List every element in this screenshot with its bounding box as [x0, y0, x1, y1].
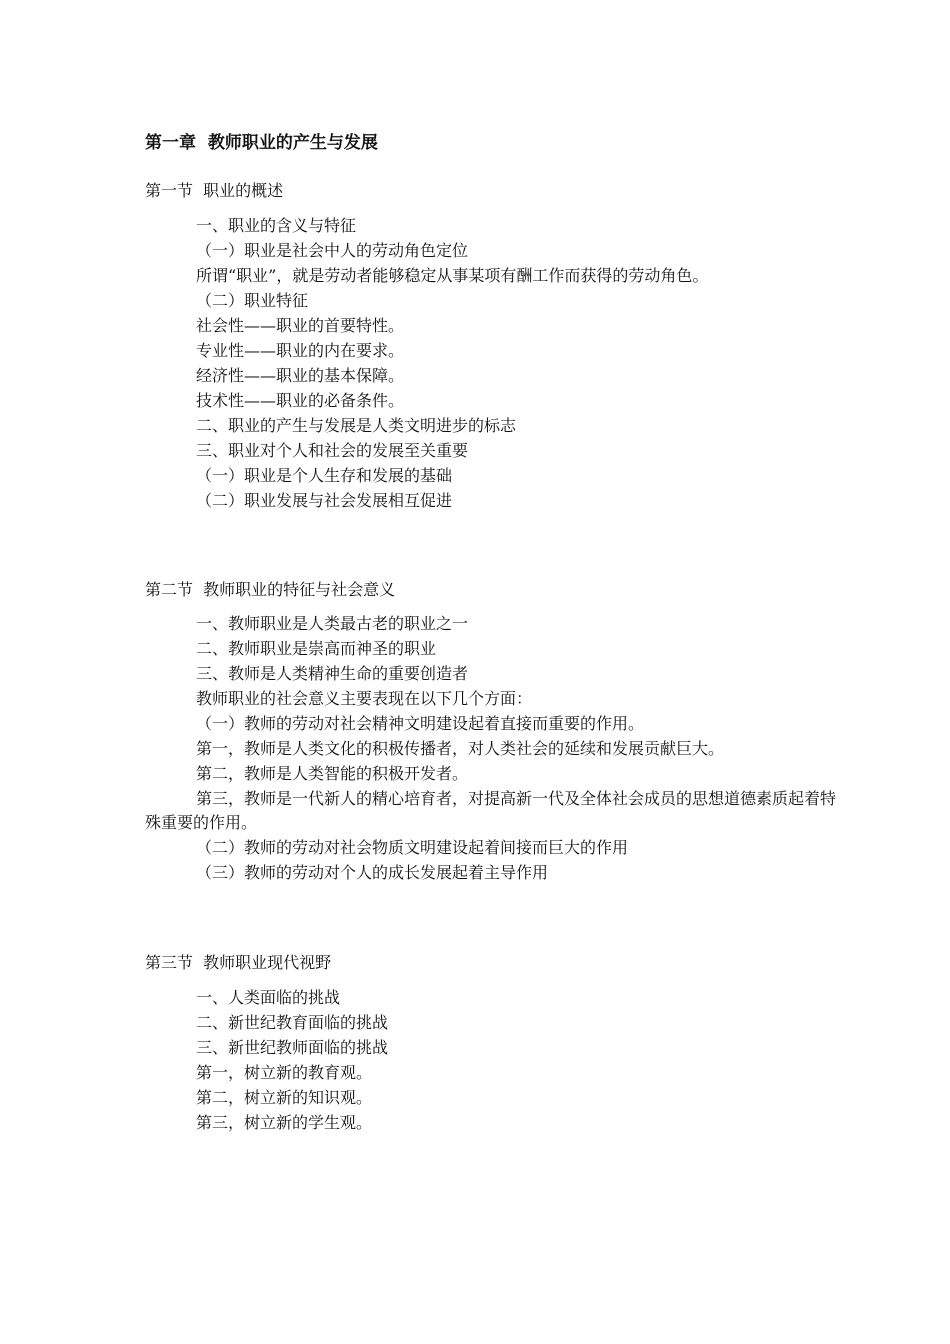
text-line: （二）职业特征 [196, 291, 309, 310]
text-line: 技术性——职业的必备条件。 [196, 391, 405, 410]
text-line: 第一，教师是人类文化的积极传播者，对人类社会的延续和发展贡献巨大。 [196, 739, 725, 758]
text-line: 一、教师职业是人类最古老的职业之一 [196, 614, 469, 633]
section-title: 第三节 教师职业现代视野 [145, 953, 332, 972]
chapter-title: 第一章 教师职业的产生与发展 [145, 133, 378, 153]
section-title: 第一节 职业的概述 [145, 181, 284, 200]
text-line: 三、职业对个人和社会的发展至关重要 [196, 441, 469, 460]
text-line: 三、新世纪教师面临的挑战 [196, 1038, 389, 1057]
text-line: 二、职业的产生与发展是人类文明进步的标志 [196, 416, 517, 435]
text-line: 第一，树立新的教育观。 [196, 1063, 373, 1082]
text-line: （二）职业发展与社会发展相互促进 [196, 491, 453, 510]
text-line: 二、新世纪教育面临的挑战 [196, 1013, 389, 1032]
text-line: 第二，树立新的知识观。 [196, 1088, 373, 1107]
text-line: 一、人类面临的挑战 [196, 988, 341, 1007]
text-line: 经济性——职业的基本保障。 [196, 366, 405, 385]
text-line: 三、教师是人类精神生命的重要创造者 [196, 664, 469, 683]
text-line: （三）教师的劳动对个人的成长发展起着主导作用 [196, 863, 549, 882]
text-line: （一）职业是个人生存和发展的基础 [196, 466, 453, 485]
text-paragraph: 第三，教师是一代新人的精心培育者，对提高新一代及全体社会成员的思想道德素质起着特殊重要的作用。 [145, 789, 837, 832]
text-line: （一）教师的劳动对社会精神文明建设起着直接而重要的作用。 [196, 714, 645, 733]
text-line: 专业性——职业的内在要求。 [196, 341, 405, 360]
text-line: 第三，树立新的学生观。 [196, 1113, 373, 1132]
text-line: （一）职业是社会中人的劳动角色定位 [196, 241, 469, 260]
text-line: 二、教师职业是崇高而神圣的职业 [196, 639, 437, 658]
text-line: 一、职业的含义与特征 [196, 216, 357, 235]
text-line: 教师职业的社会意义主要表现在以下几个方面： [196, 689, 533, 708]
text-line: （二）教师的劳动对社会物质文明建设起着间接而巨大的作用 [196, 838, 629, 857]
section-title: 第二节 教师职业的特征与社会意义 [145, 580, 396, 599]
text-line: 社会性——职业的首要特性。 [196, 316, 405, 335]
text-line: 第二，教师是人类智能的积极开发者。 [196, 764, 469, 783]
text-line: 所谓“职业”，就是劳动者能够稳定从事某项有酬工作而获得的劳动角色。 [196, 266, 709, 285]
